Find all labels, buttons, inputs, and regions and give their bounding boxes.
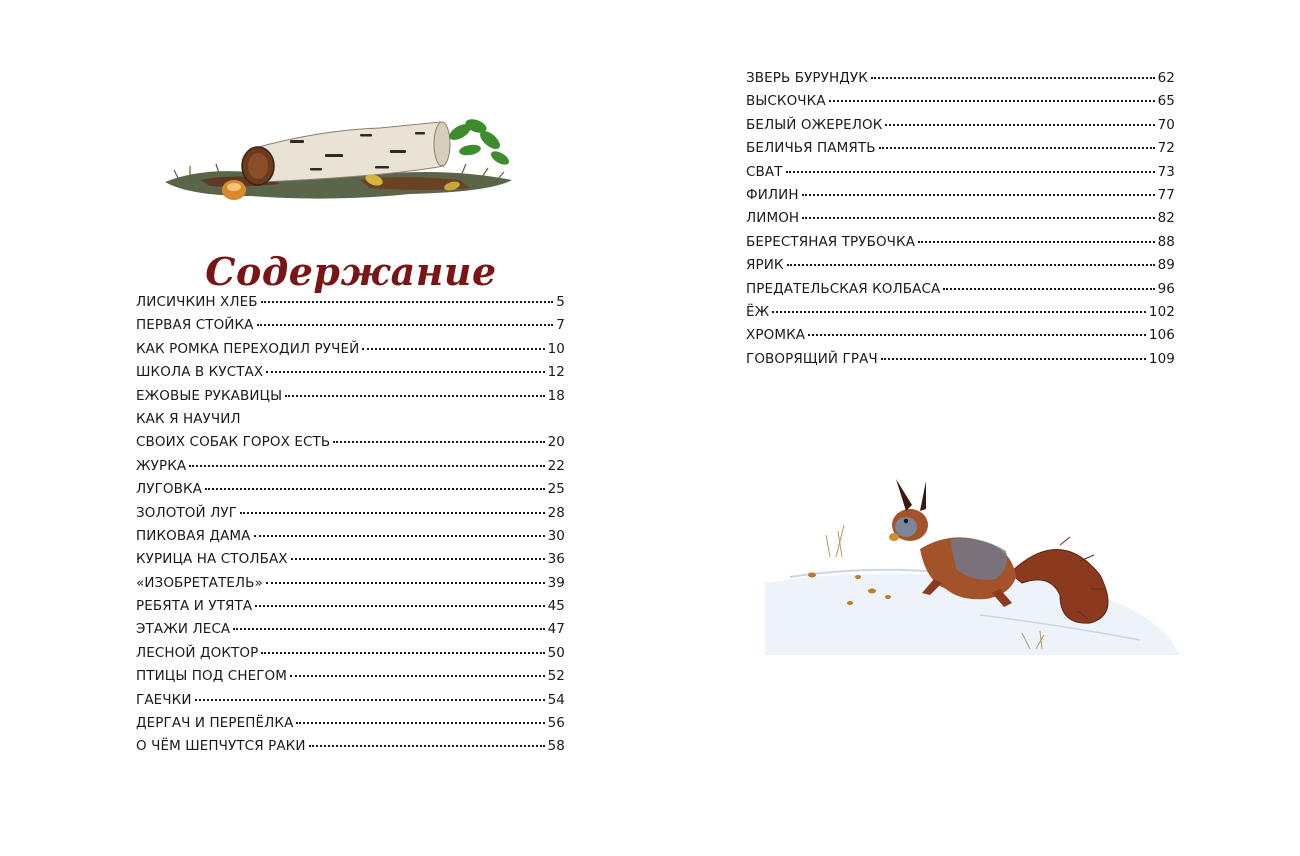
- toc-entry-title: ЭТАЖИ ЛЕСА: [136, 621, 231, 638]
- toc-entry-title: ПРЕДАТЕЛЬСКАЯ КОЛБАСА: [746, 280, 941, 297]
- toc-entry-title: ПЕРВАЯ СТОЙКА: [136, 317, 254, 334]
- toc-entry-page: 102: [1148, 303, 1175, 320]
- toc-entry-page: 20: [547, 434, 565, 451]
- toc-entry-title: ПИКОВАЯ ДАМА: [136, 527, 251, 544]
- toc-entry: [136, 431, 565, 454]
- toc-entry-title: ШКОЛА В КУСТАХ: [136, 364, 264, 381]
- toc-entry-page: 5: [556, 294, 565, 310]
- toc-entry-title: ГАЕЧКИ: [136, 691, 192, 708]
- toc-entry: [746, 324, 1175, 347]
- toc-entry: [136, 618, 565, 641]
- toc-entry-page: 39: [547, 574, 565, 591]
- toc-entry-page: 62: [1157, 70, 1175, 86]
- toc-entry-page: 88: [1157, 233, 1175, 250]
- toc-entry-title: ПТИЦЫ ПОД СНЕГОМ: [136, 668, 288, 685]
- toc-dot-leader: [255, 605, 544, 607]
- toc-dot-leader: [808, 334, 1146, 336]
- toc-entry-title: ЛИМОН: [746, 210, 800, 227]
- toc-entry-title: ХРОМКА: [746, 327, 806, 344]
- toc-entry-page: 109: [1148, 350, 1175, 367]
- toc-entry-title: СВАТ: [746, 163, 783, 180]
- toc-entry-page: 7: [556, 317, 565, 334]
- toc-entry: [136, 502, 565, 525]
- toc-entry: [746, 161, 1175, 184]
- toc-entry: [746, 207, 1175, 230]
- toc-entry-page: 56: [547, 715, 565, 732]
- toc-entry-page: 50: [547, 644, 565, 661]
- toc-entry-title: СВОИХ СОБАК ГОРОХ ЕСТЬ: [136, 434, 331, 451]
- toc-entry-title: ЕЖОВЫЕ РУКАВИЦЫ: [136, 387, 283, 404]
- toc-entry-title: КАК РОМКА ПЕРЕХОДИЛ РУЧЕЙ: [136, 340, 360, 357]
- toc-entry: [136, 455, 565, 478]
- toc-dot-leader: [205, 488, 545, 490]
- toc-entry-page: 18: [547, 387, 565, 404]
- toc-dot-leader: [772, 311, 1146, 313]
- toc-entry-page: 54: [547, 691, 565, 708]
- toc-entry-title: О ЧЁМ ШЕПЧУТСЯ РАКИ: [136, 738, 306, 755]
- toc-entry: [136, 525, 565, 548]
- toc-entry-title: ВЫСКОЧКА: [746, 93, 826, 110]
- toc-entry: [746, 137, 1175, 160]
- toc-entry-page: 28: [547, 504, 565, 521]
- toc-entry-page: 65: [1157, 93, 1175, 110]
- toc-dot-leader: [296, 722, 544, 724]
- toc-entry: [136, 642, 565, 665]
- toc-entry-title: ЗОЛОТОЙ ЛУГ: [136, 504, 238, 521]
- toc-list-left: [136, 291, 565, 759]
- toc-dot-leader: [829, 100, 1155, 102]
- toc-entry: [136, 408, 565, 431]
- toc-entry-page: 47: [547, 621, 565, 638]
- toc-list-right: [746, 67, 1175, 371]
- toc-dot-leader: [290, 675, 545, 677]
- toc-entry-title: ЛИСИЧКИН ХЛЕБ: [136, 294, 258, 310]
- page-title: Содержание: [205, 249, 497, 295]
- toc-entry-title: КУРИЦА НА СТОЛБАХ: [136, 551, 288, 568]
- toc-entry: [136, 689, 565, 712]
- toc-entry-title: ЖУРКА: [136, 457, 187, 474]
- toc-dot-leader: [257, 324, 554, 326]
- toc-entry: [746, 231, 1175, 254]
- toc-entry-title: «ИЗОБРЕТАТЕЛЬ»: [136, 574, 263, 591]
- toc-dot-leader: [879, 147, 1155, 149]
- toc-entry: [136, 291, 565, 314]
- toc-dot-leader: [802, 217, 1154, 219]
- toc-entry: [746, 348, 1175, 371]
- toc-entry-page: 106: [1148, 327, 1175, 344]
- toc-dot-leader: [885, 124, 1154, 126]
- toc-entry-title: ФИЛИН: [746, 186, 799, 203]
- toc-dot-leader: [786, 171, 1155, 173]
- toc-dot-leader: [285, 395, 544, 397]
- toc-entry: [136, 665, 565, 688]
- toc-entry-title: ЛУГОВКА: [136, 481, 203, 498]
- toc-entry-page: 36: [547, 551, 565, 568]
- toc-dot-leader: [787, 264, 1155, 266]
- toc-entry: [136, 314, 565, 337]
- toc-entry-title: ГОВОРЯЩИЙ ГРАЧ: [746, 350, 878, 367]
- toc-entry-page: 30: [547, 527, 565, 544]
- toc-entry-page: 12: [547, 364, 565, 381]
- toc-entry-title: ЗВЕРЬ БУРУНДУК: [746, 70, 868, 86]
- toc-entry-title: БЕЛИЧЬЯ ПАМЯТЬ: [746, 140, 876, 157]
- toc-entry: [136, 548, 565, 571]
- toc-dot-leader: [291, 558, 545, 560]
- toc-entry-title: ДЕРГАЧ И ПЕРЕПЁЛКА: [136, 715, 294, 732]
- toc-dot-leader: [261, 301, 554, 303]
- toc-dot-leader: [918, 241, 1155, 243]
- toc-entry: [136, 361, 565, 384]
- toc-entry-title: РЕБЯТА И УТЯТА: [136, 598, 253, 615]
- toc-entry-title: КАК Я НАУЧИЛ: [136, 410, 241, 427]
- toc-dot-leader: [240, 512, 545, 514]
- toc-dot-leader: [195, 699, 545, 701]
- toc-entry: [136, 385, 565, 408]
- toc-entry-page: 96: [1157, 280, 1175, 297]
- toc-entry-page: 89: [1157, 257, 1175, 274]
- toc-entry-title: ЛЕСНОЙ ДОКТОР: [136, 644, 259, 661]
- toc-entry: [746, 278, 1175, 301]
- toc-entry: [136, 338, 565, 361]
- toc-dot-leader: [333, 441, 544, 443]
- toc-entry: [136, 712, 565, 735]
- toc-entry: [746, 67, 1175, 90]
- toc-dot-leader: [309, 745, 545, 747]
- toc-entry: [136, 595, 565, 618]
- toc-dot-leader: [266, 582, 545, 584]
- toc-entry: [136, 478, 565, 501]
- toc-entry: [746, 254, 1175, 277]
- toc-dot-leader: [881, 358, 1146, 360]
- toc-entry-title: ЯРИК: [746, 257, 784, 274]
- toc-entry-title: ЁЖ: [746, 303, 770, 320]
- toc-entry-page: 25: [547, 481, 565, 498]
- toc-dot-leader: [802, 194, 1155, 196]
- toc-entry-page: 58: [547, 738, 565, 755]
- toc-dot-leader: [266, 371, 544, 373]
- toc-entry-page: 45: [547, 598, 565, 615]
- toc-entry: [746, 301, 1175, 324]
- toc-entry-page: 82: [1157, 210, 1175, 227]
- toc-dot-leader: [943, 288, 1154, 290]
- toc-entry-page: 22: [547, 457, 565, 474]
- squirrel-in-snow-illustration: [760, 465, 1200, 675]
- toc-entry-title: БЕЛЫЙ ОЖЕРЕЛОК: [746, 116, 883, 133]
- toc-entry-page: 52: [547, 668, 565, 685]
- toc-entry: [136, 572, 565, 595]
- toc-entry-page: 77: [1157, 186, 1175, 203]
- birch-log-illustration: [160, 110, 520, 210]
- toc-entry-title: БЕРЕСТЯНАЯ ТРУБОЧКА: [746, 233, 916, 250]
- toc-dot-leader: [254, 535, 545, 537]
- toc-entry: [746, 184, 1175, 207]
- toc-dot-leader: [233, 628, 544, 630]
- toc-entry: [136, 735, 565, 758]
- toc-dot-leader: [189, 465, 544, 467]
- toc-dot-leader: [362, 348, 544, 350]
- toc-dot-leader: [261, 652, 544, 654]
- toc-dot-leader: [871, 77, 1155, 79]
- toc-entry: [746, 90, 1175, 113]
- toc-entry: [746, 114, 1175, 137]
- toc-entry-page: 72: [1157, 140, 1175, 157]
- toc-entry-page: 10: [547, 340, 565, 357]
- toc-entry-page: 73: [1157, 163, 1175, 180]
- toc-entry-page: 70: [1157, 116, 1175, 133]
